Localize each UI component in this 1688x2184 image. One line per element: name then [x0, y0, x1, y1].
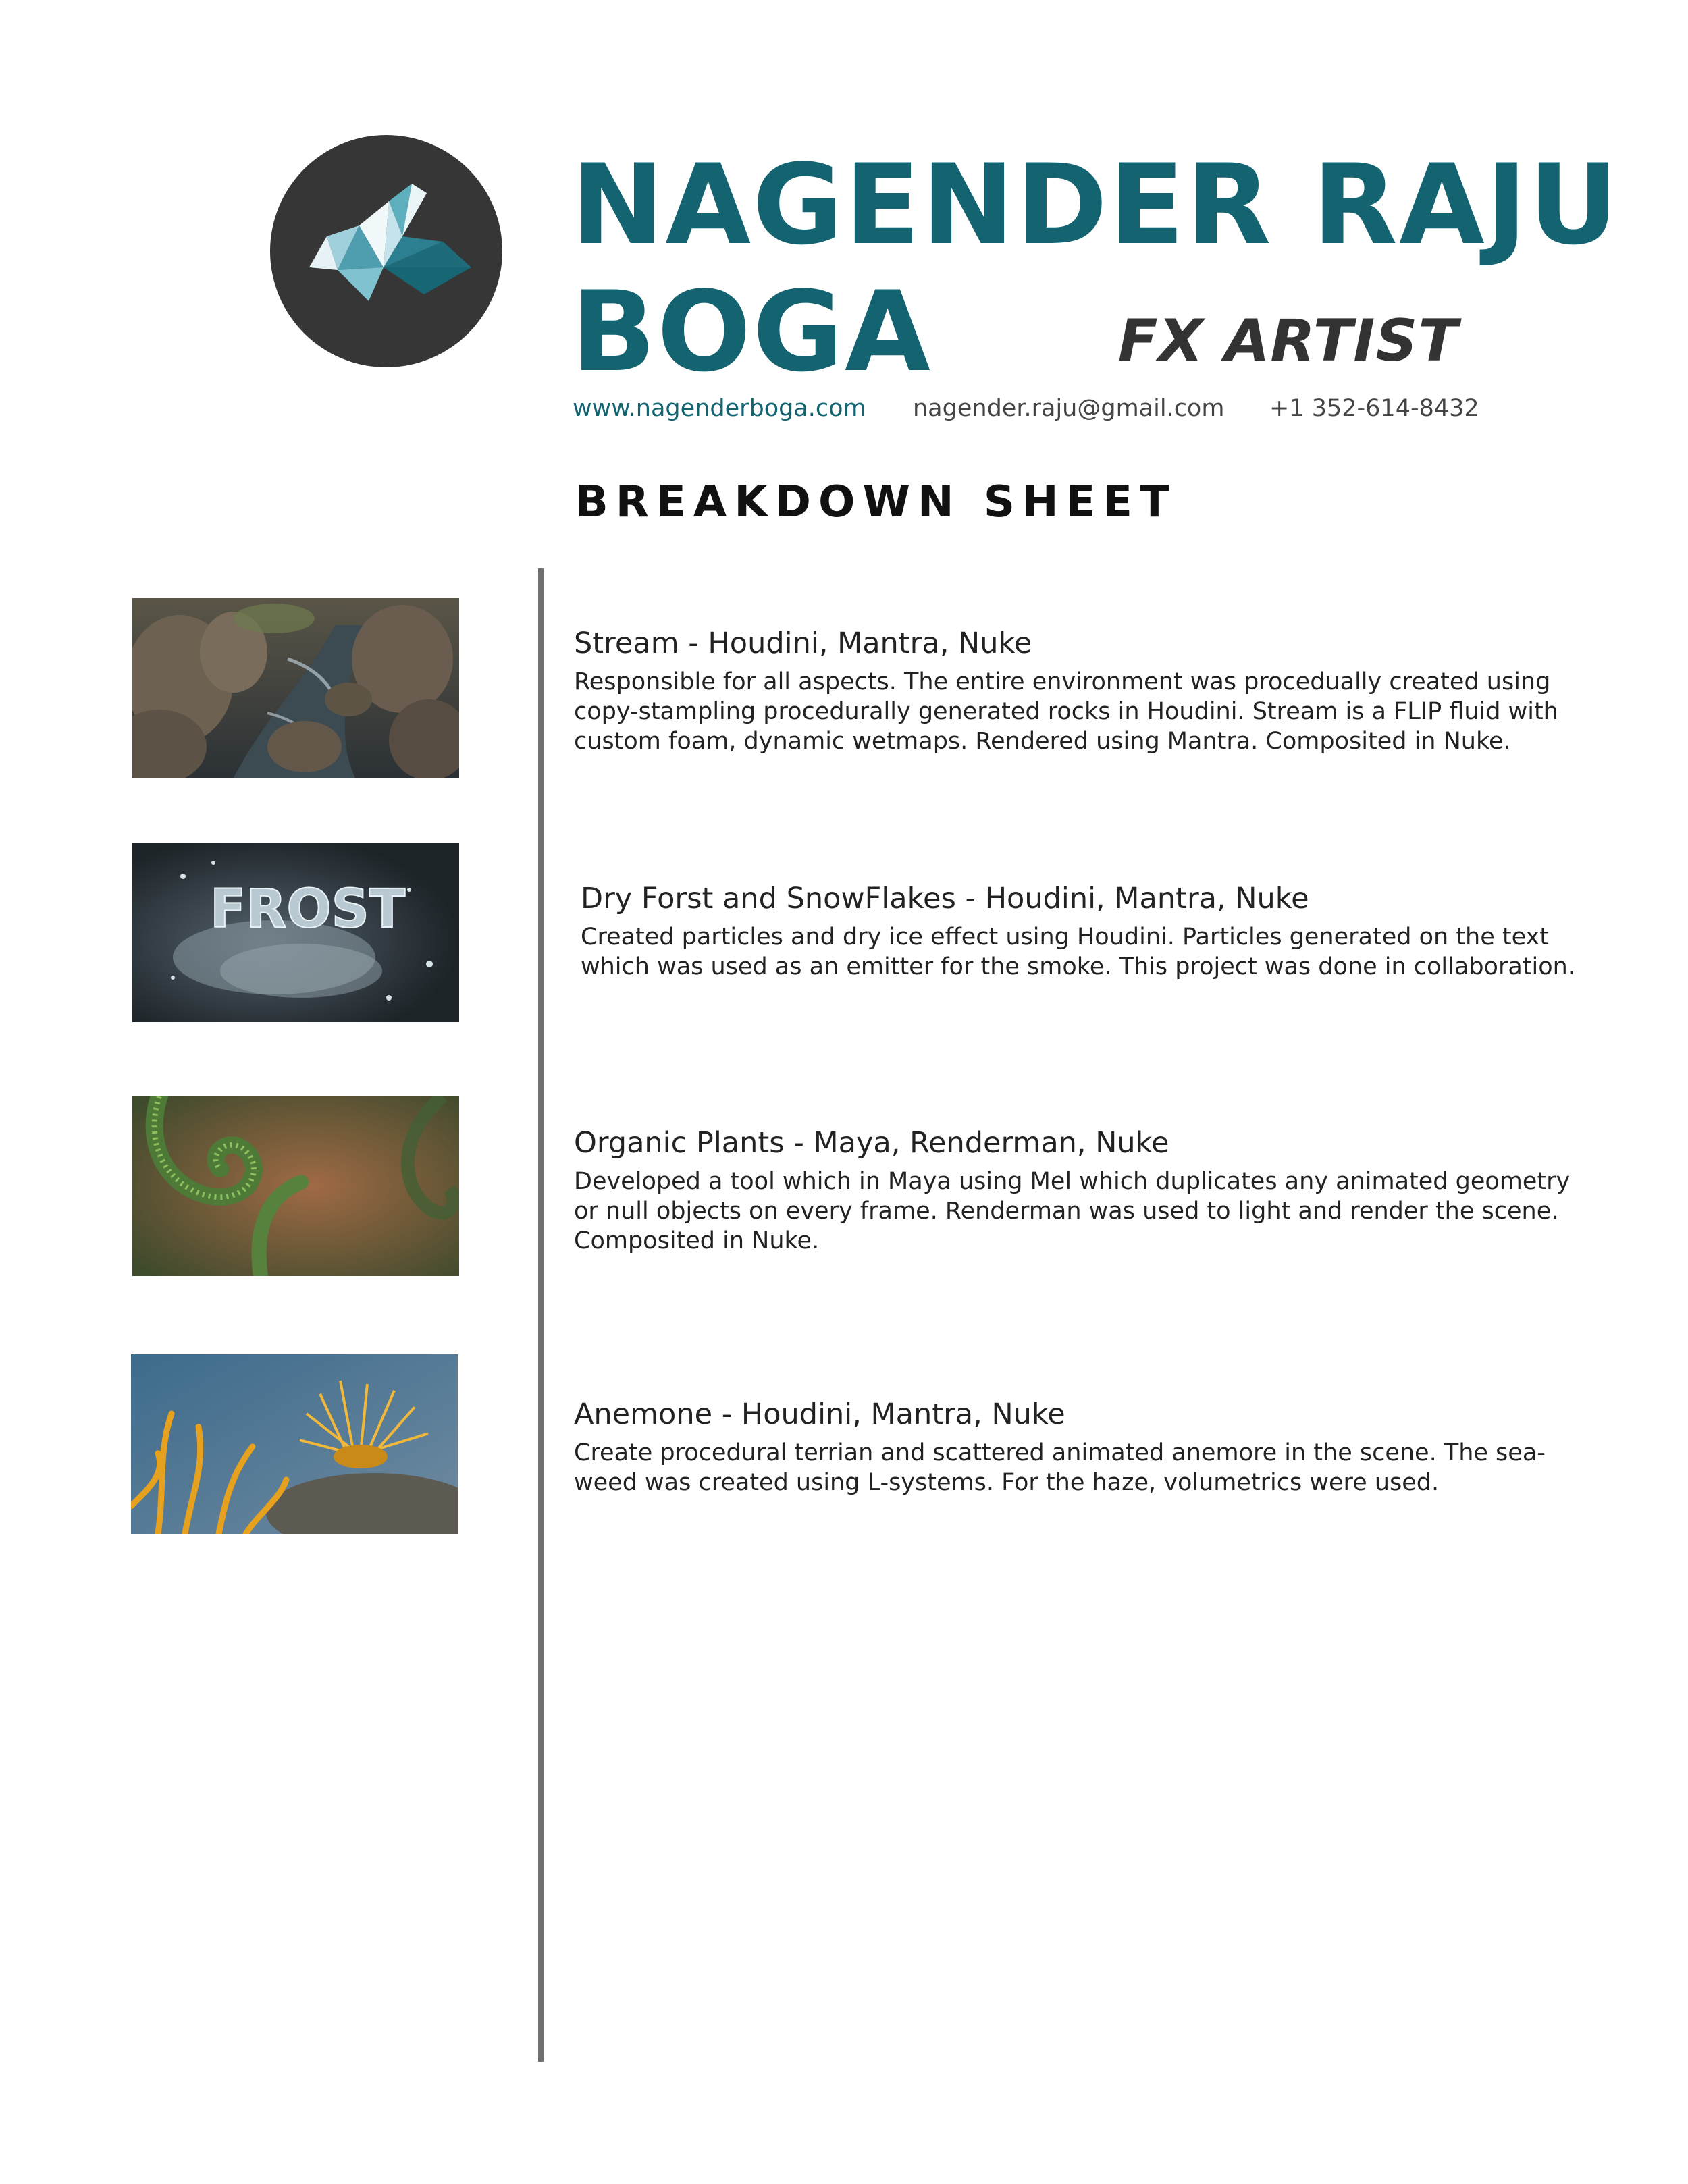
- desc-line: Create procedural terrian and scattered animated anemore in the scene. The sea-: [574, 1439, 1546, 1466]
- origami-bird-logo-icon: [270, 135, 502, 367]
- vertical-divider: [538, 568, 544, 2062]
- project-title-organic-plants: Organic Plants - Maya, Renderman, Nuke: [574, 1126, 1169, 1160]
- frost-thumbnail: [132, 843, 459, 1022]
- name-line2: BOGA: [571, 267, 932, 396]
- project-desc-stream: [574, 667, 1614, 756]
- project-title-anemone: Anemone - Houdini, Mantra, Nuke: [574, 1397, 1065, 1431]
- desc-line: Composited in Nuke.: [574, 1227, 820, 1254]
- email-text: nagender.raju@gmail.com: [913, 395, 1225, 422]
- website-link[interactable]: www.nagenderboga.com: [573, 395, 866, 422]
- sheet-title: BREAKDOWN SHEET: [575, 477, 1177, 527]
- project-desc-frost: [581, 922, 1620, 982]
- frost-thumb-text: FROST: [210, 879, 406, 940]
- origami-bird-logo-graphic: [270, 135, 502, 367]
- stream-thumbnail: [132, 598, 459, 778]
- project-title-frost: Dry Forst and SnowFlakes - Houdini, Mantra, Nuke: [581, 882, 1309, 915]
- project-desc-organic-plants: [574, 1167, 1614, 1256]
- job-title: FX ARTIST: [1117, 307, 1458, 375]
- desc-line: or null objects on every frame. Renderman was used to light and render the scene.: [574, 1198, 1559, 1225]
- desc-line: Created particles and dry ice effect using Houdini. Particles generated on the text: [581, 924, 1549, 951]
- desc-line: copy-stampling procedurally generated rocks in Houdini. Stream is a FLIP fluid with: [574, 698, 1558, 725]
- desc-line: custom foam, dynamic wetmaps. Rendered using Mantra. Composited in Nuke.: [574, 728, 1511, 755]
- anemone-thumbnail: [131, 1354, 458, 1534]
- desc-line: which was used as an emitter for the smoke. This project was done in collaboration.: [581, 953, 1575, 980]
- project-desc-anemone: [574, 1438, 1614, 1497]
- name-line1: NAGENDER RAJU: [571, 140, 1620, 269]
- desc-line: weed was created using L-systems. For the haze, volumetrics were used.: [574, 1469, 1440, 1496]
- project-title-stream: Stream - Houdini, Mantra, Nuke: [574, 627, 1032, 660]
- phone-text: +1 352-614-8432: [1269, 395, 1479, 422]
- desc-line: Responsible for all aspects. The entire environment was procedually created using: [574, 668, 1551, 695]
- organic-plants-thumbnail: [132, 1096, 459, 1276]
- desc-line: Developed a tool which in Maya using Mel which duplicates any animated geometry: [574, 1168, 1571, 1195]
